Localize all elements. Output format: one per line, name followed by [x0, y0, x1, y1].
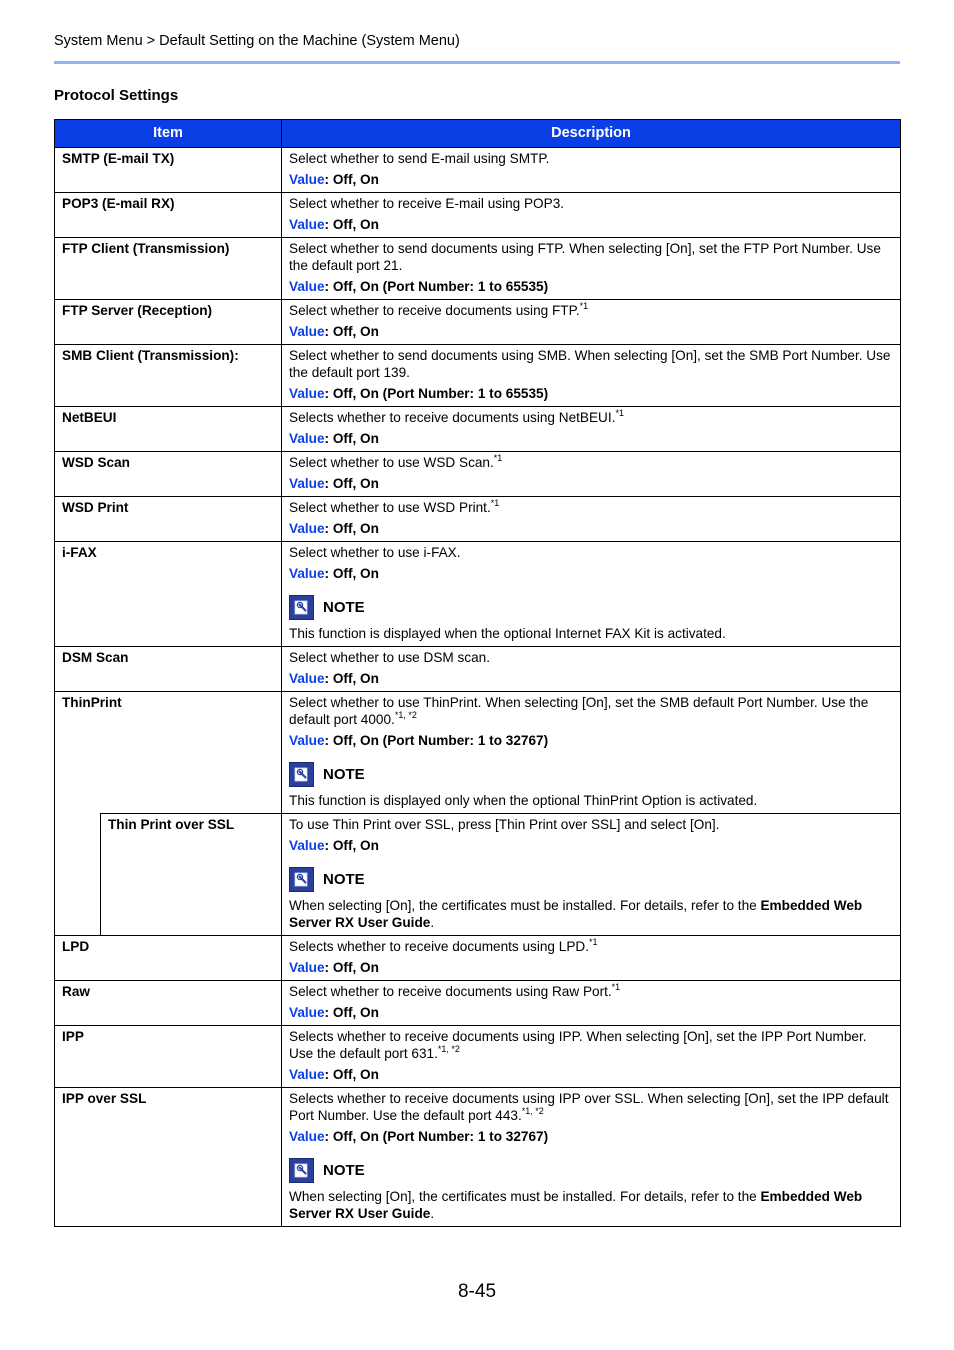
value-line	[289, 959, 893, 976]
item-cell: NetBEUI	[55, 407, 282, 452]
table-row	[55, 238, 901, 300]
description-cell	[282, 1088, 901, 1227]
value-options: : Off, On	[324, 521, 379, 536]
value-label: Value	[289, 521, 325, 536]
value-label: Value	[289, 386, 325, 401]
table-row	[55, 148, 901, 193]
description-text	[289, 302, 893, 319]
footnote-ref: *1	[490, 498, 500, 508]
value-label: Value	[289, 1067, 325, 1082]
note-text: This function is displayed only when the optional ThinPrint Option is activated.	[289, 793, 758, 808]
value-options: : Off, On (Port Number: 1 to 32767)	[324, 1129, 549, 1144]
item-cell: SMB Client (Transmission):	[55, 345, 282, 407]
item-cell: Raw	[55, 981, 282, 1026]
value-line	[289, 475, 893, 492]
item-cell: WSD Print	[55, 497, 282, 542]
note-heading	[289, 762, 893, 787]
table-row	[55, 497, 901, 542]
column-header-item: Item	[55, 120, 282, 148]
footnote-ref: *1	[493, 453, 503, 463]
description-text: Select whether to send documents using SMB. When selecting [On], set the SMB Port Number. Use the default port 139.	[289, 348, 891, 380]
value-label: Value	[289, 733, 325, 748]
value-options: : Off, On (Port Number: 1 to 65535)	[324, 386, 549, 401]
description-cell	[282, 936, 901, 981]
description-cell	[282, 345, 901, 407]
table-row	[55, 981, 901, 1026]
value-line	[289, 565, 893, 582]
note-icon	[289, 867, 314, 892]
sub-item-cell: Thin Print over SSL	[101, 814, 282, 936]
table-header-row	[55, 120, 901, 148]
value-label: Value	[289, 324, 325, 339]
description-cell	[282, 647, 901, 692]
value-label: Value	[289, 217, 325, 232]
value-options: : Off, On	[324, 960, 379, 975]
value-options: : Off, On (Port Number: 1 to 65535)	[324, 279, 549, 294]
note-icon	[289, 1158, 314, 1183]
item-cell: WSD Scan	[55, 452, 282, 497]
note-label: NOTE	[323, 1162, 365, 1179]
value-label: Value	[289, 671, 325, 686]
value-label: Value	[289, 476, 325, 491]
description-cell	[282, 692, 901, 814]
value-label: Value	[289, 279, 325, 294]
table-row	[55, 647, 901, 692]
note-heading	[289, 867, 893, 892]
value-line	[289, 216, 893, 233]
description-cell	[282, 148, 901, 193]
note-text: When selecting [On], the certificates must be installed. For details, refer to the Embedded Web Server RX User Guide.	[289, 898, 863, 930]
value-line	[289, 385, 893, 402]
description-text: To use Thin Print over SSL, press [Thin Print over SSL] and select [On].	[289, 817, 720, 832]
description-text	[289, 1028, 893, 1062]
item-cell: i-FAX	[55, 542, 282, 647]
value-line	[289, 520, 893, 537]
description-cell	[282, 497, 901, 542]
description-sentence: Select whether to use ThinPrint. When selecting [On], set the SMB default Port Number. Use the default port 4000.	[289, 695, 869, 727]
description-sentence: Selects whether to receive documents using IPP over SSL. When selecting [On], set the IPP default Port Number. Use the default port 443.	[289, 1091, 889, 1123]
value-options: : Off, On	[324, 1005, 379, 1020]
item-cell: IPP	[55, 1026, 282, 1088]
description-text	[289, 983, 893, 1000]
description-text	[289, 409, 893, 426]
description-cell	[282, 452, 901, 497]
footnote-ref: *1	[579, 301, 589, 311]
header-divider	[54, 61, 900, 64]
description-cell	[282, 814, 901, 936]
description-text	[289, 938, 893, 955]
description-sentence: Selects whether to receive documents using IPP. When selecting [On], set the IPP Port Number. Use the default port 631.	[289, 1029, 867, 1061]
value-line	[289, 1004, 893, 1021]
note-heading	[289, 1158, 893, 1183]
footnote-ref: *1, *2	[521, 1106, 544, 1116]
description-text	[289, 499, 893, 516]
page-number: 8-45	[457, 1281, 497, 1302]
value-label: Value	[289, 431, 325, 446]
note-label: NOTE	[323, 766, 365, 783]
value-options: : Off, On (Port Number: 1 to 32767)	[324, 733, 549, 748]
description-text: Select whether to receive E-mail using POP3.	[289, 196, 565, 211]
item-cell: POP3 (E-mail RX)	[55, 193, 282, 238]
description-cell	[282, 1026, 901, 1088]
breadcrumb: System Menu > Default Setting on the Machine (System Menu)	[54, 33, 460, 49]
value-label: Value	[289, 838, 325, 853]
value-options: : Off, On	[324, 217, 379, 232]
value-line	[289, 278, 893, 295]
value-line	[289, 171, 893, 188]
value-label: Value	[289, 566, 325, 581]
value-line	[289, 323, 893, 340]
description-text: Select whether to use i-FAX.	[289, 545, 461, 560]
column-header-description: Description	[282, 120, 901, 148]
table-row	[55, 814, 901, 936]
section-title: Protocol Settings	[54, 87, 179, 104]
guide-reference: Embedded Web Server RX User Guide	[289, 898, 863, 930]
description-sentence: Selects whether to receive documents using NetBEUI.	[289, 410, 616, 425]
table-row	[55, 407, 901, 452]
value-line	[289, 670, 893, 687]
indent-cell	[55, 814, 101, 936]
description-text: Select whether to send E-mail using SMTP.	[289, 151, 550, 166]
note-heading	[289, 595, 893, 620]
value-options: : Off, On	[324, 671, 379, 686]
description-text	[289, 454, 893, 471]
footnote-ref: *1, *2	[437, 1044, 460, 1054]
description-text	[289, 694, 893, 728]
description-cell	[282, 981, 901, 1026]
item-cell: IPP over SSL	[55, 1088, 282, 1227]
note-text: When selecting [On], the certificates must be installed. For details, refer to the Embedded Web Server RX User Guide.	[289, 1189, 863, 1221]
table-row	[55, 452, 901, 497]
description-cell	[282, 238, 901, 300]
footnote-ref: *1	[615, 408, 624, 418]
value-line	[289, 732, 893, 749]
table-row	[55, 1026, 901, 1088]
description-text: Select whether to use DSM scan.	[289, 650, 490, 665]
footnote-ref: *1, *2	[394, 710, 417, 720]
description-cell	[282, 193, 901, 238]
value-label: Value	[289, 172, 325, 187]
value-options: : Off, On	[324, 431, 379, 446]
description-sentence: Select whether to receive documents using FTP.	[289, 303, 580, 318]
item-cell: FTP Client (Transmission)	[55, 238, 282, 300]
value-options: : Off, On	[324, 566, 379, 581]
value-line	[289, 1066, 893, 1083]
item-cell: FTP Server (Reception)	[55, 300, 282, 345]
note-icon	[289, 595, 314, 620]
value-label: Value	[289, 1005, 325, 1020]
note-icon	[289, 762, 314, 787]
value-options: : Off, On	[324, 1067, 379, 1082]
table-row	[55, 193, 901, 238]
value-line	[289, 430, 893, 447]
note-label: NOTE	[323, 871, 365, 888]
value-line	[289, 1128, 893, 1145]
table-row	[55, 345, 901, 407]
footnote-ref: *1	[611, 982, 621, 992]
description-sentence: Select whether to use WSD Print.	[289, 500, 491, 515]
value-line	[289, 837, 893, 854]
description-sentence: Select whether to use WSD Scan.	[289, 455, 494, 470]
table-row	[55, 542, 901, 647]
footnote-ref: *1	[589, 937, 598, 947]
value-options: : Off, On	[324, 172, 379, 187]
description-sentence: Select whether to receive documents using Raw Port.	[289, 984, 612, 999]
protocol-settings-table	[54, 119, 901, 1227]
description-cell	[282, 407, 901, 452]
table-row	[55, 692, 901, 814]
note-label: NOTE	[323, 599, 365, 616]
item-cell: SMTP (E-mail TX)	[55, 148, 282, 193]
description-text: Select whether to send documents using FTP. When selecting [On], set the FTP Port Number. Use the default port 21.	[289, 241, 881, 273]
value-options: : Off, On	[324, 476, 379, 491]
description-text	[289, 1090, 893, 1124]
note-text: This function is displayed when the optional Internet FAX Kit is activated.	[289, 626, 726, 641]
description-cell	[282, 542, 901, 647]
description-cell	[282, 300, 901, 345]
table-row	[55, 936, 901, 981]
item-cell: ThinPrint	[55, 692, 282, 814]
description-sentence: Selects whether to receive documents using LPD.	[289, 939, 589, 954]
table-row	[55, 1088, 901, 1227]
table-row	[55, 300, 901, 345]
value-options: : Off, On	[324, 324, 379, 339]
guide-reference: Embedded Web Server RX User Guide	[289, 1189, 863, 1221]
item-cell: DSM Scan	[55, 647, 282, 692]
value-label: Value	[289, 960, 325, 975]
value-label: Value	[289, 1129, 325, 1144]
value-options: : Off, On	[324, 838, 379, 853]
item-cell: LPD	[55, 936, 282, 981]
